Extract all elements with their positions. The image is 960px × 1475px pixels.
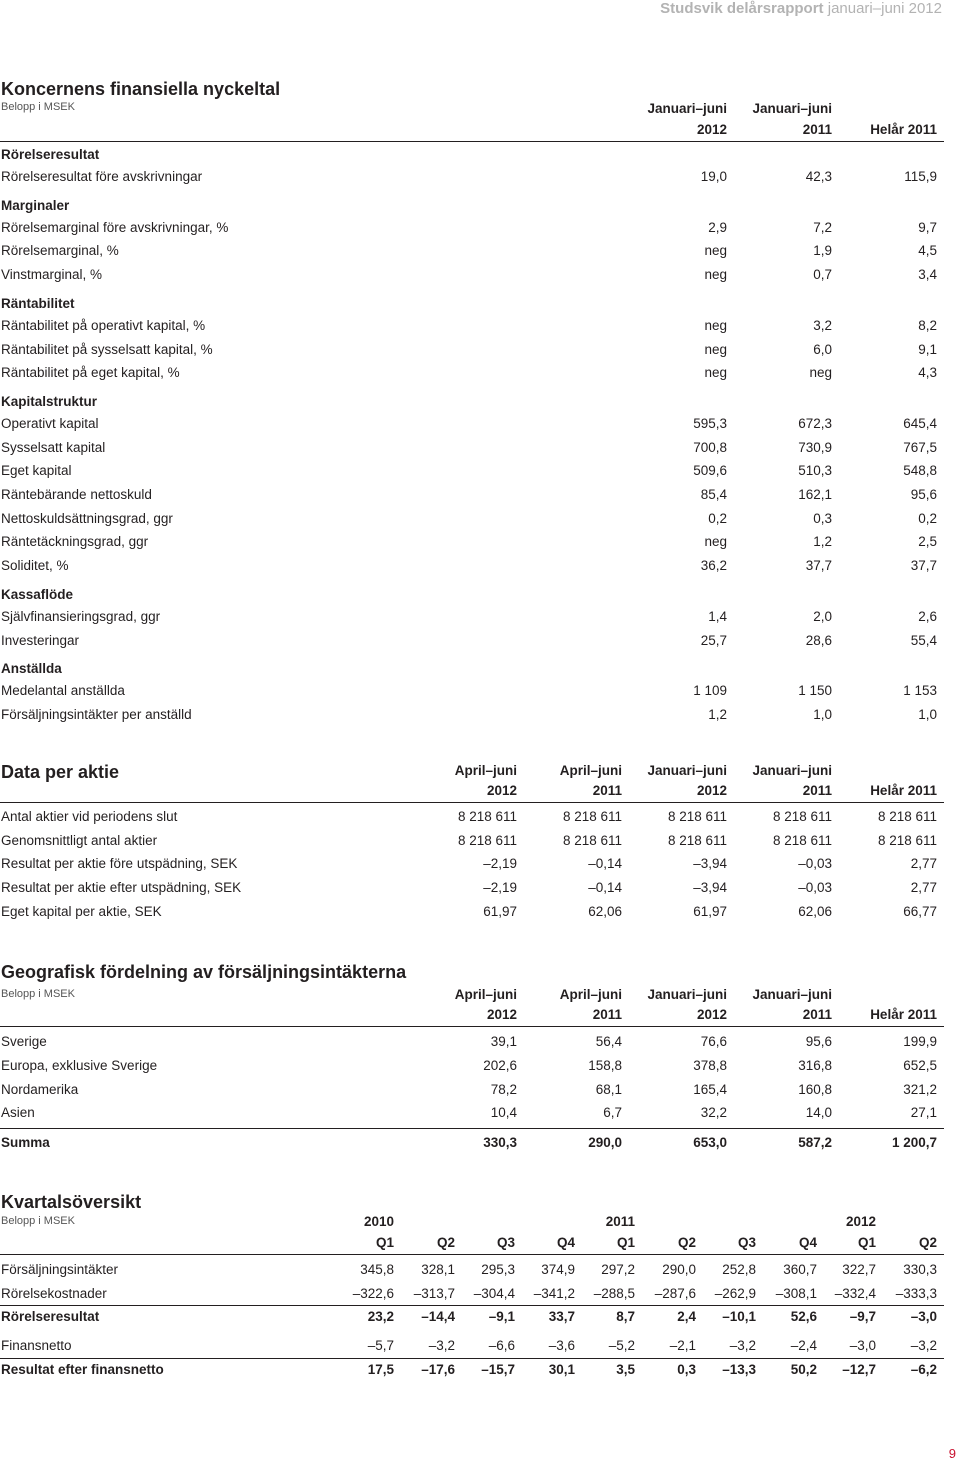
cell-value: 61,97 [483, 903, 517, 919]
cell-value: 2,6 [918, 608, 937, 624]
row-label: Vinstmarginal, % [1, 267, 103, 283]
cell-value: –3,94 [693, 880, 727, 896]
row-label: Rörelseresultat [1, 1309, 100, 1324]
cell-value: –0,14 [588, 856, 622, 872]
column-header: 2011 [592, 783, 622, 798]
cell-value: 1,0 [918, 706, 937, 722]
table-row [0, 1306, 944, 1328]
cell-value: 28,6 [805, 632, 832, 648]
row-label: Eget kapital per aktie, SEK [1, 903, 162, 919]
table-row [0, 555, 944, 577]
cell-value: 1 200,7 [891, 1135, 937, 1150]
cell-value: 158,8 [588, 1057, 622, 1073]
cell-value: –308,1 [775, 1286, 817, 1301]
cell-value: 8 218 611 [772, 832, 832, 848]
cell-value: –3,0 [910, 1309, 937, 1324]
cell-value: –13,3 [722, 1362, 756, 1377]
cell-value: 33,7 [548, 1309, 575, 1324]
quarter-header: Q3 [737, 1235, 756, 1250]
cell-value: 8,7 [616, 1309, 635, 1324]
quarter-header: Q2 [918, 1235, 937, 1250]
table-row [0, 630, 944, 652]
cell-value: –6,6 [488, 1338, 515, 1353]
cell-value: 730,9 [798, 439, 832, 455]
cell-value: 115,9 [904, 169, 937, 184]
cell-value: –9,7 [849, 1309, 876, 1324]
row-label: Genomsnittligt antal aktier [1, 832, 158, 848]
cell-value: 8 218 611 [772, 809, 832, 824]
cell-value: –288,5 [593, 1286, 635, 1301]
cell-value: 7,2 [813, 219, 832, 235]
cell-value: –5,2 [608, 1338, 635, 1353]
column-header: 2012 [696, 783, 727, 798]
column-header: 2012 [486, 1007, 517, 1022]
column-header: Helår 2011 [870, 122, 937, 137]
cell-value: –3,94 [693, 856, 727, 872]
cell-value: –2,1 [669, 1338, 696, 1353]
group-heading: Räntabilitet [1, 295, 75, 311]
column-header: 2011 [802, 783, 832, 798]
table-row [0, 1335, 944, 1357]
cell-value: 587,2 [798, 1135, 832, 1150]
cell-value: –3,0 [849, 1338, 876, 1353]
table-row [0, 413, 944, 435]
row-label: Räntabilitet på sysselsatt kapital, % [1, 341, 213, 357]
cell-value: 85,4 [700, 487, 727, 502]
column-header: April–juni [454, 763, 517, 778]
cell-value: 330,3 [483, 1135, 517, 1150]
row-label: Nettoskuldsättningsgrad, ggr [1, 510, 173, 526]
table-row [0, 460, 944, 482]
row-label: Försäljningsintäkter [1, 1262, 119, 1277]
cell-value: 8 218 611 [667, 809, 727, 824]
cell-value: –341,2 [533, 1286, 575, 1301]
cell-value: 653,0 [693, 1135, 727, 1150]
cell-value: 1 109 [693, 683, 727, 699]
cell-value: 378,8 [693, 1057, 727, 1073]
cell-value: 548,8 [903, 463, 937, 479]
column-header: 2011 [802, 122, 832, 137]
cell-value: 61,97 [693, 903, 727, 919]
table-row [0, 1102, 944, 1124]
total-row [0, 1132, 944, 1154]
table-row [0, 1259, 944, 1281]
cell-value: neg [704, 267, 727, 283]
row-label: Rörelsemarginal, % [1, 243, 119, 259]
cell-value: –3,2 [428, 1338, 455, 1353]
row-label: Resultat efter finansnetto [1, 1362, 164, 1377]
cell-value: 9,1 [918, 341, 937, 357]
column-header: Januari–juni [647, 101, 727, 116]
row-label: Medelantal anställda [1, 683, 125, 699]
divider [0, 1026, 944, 1027]
row-label: Rörelsekostnader [1, 1286, 107, 1301]
cell-value: 8 218 611 [457, 809, 517, 824]
cell-value: 330,3 [903, 1262, 937, 1277]
row-label: Resultat per aktie efter utspädning, SEK [1, 880, 242, 896]
column-header: Januari–juni [752, 101, 832, 116]
cell-value: –262,9 [714, 1286, 756, 1301]
cell-value: 252,8 [722, 1262, 756, 1277]
page-header: Studsvik delårsrapport januari–juni 2012 [660, 0, 942, 17]
quarter-header: Q2 [677, 1235, 696, 1250]
table-row [0, 680, 944, 702]
table-row [0, 1031, 944, 1053]
table-row [0, 362, 944, 384]
cell-value: 2,5 [918, 534, 937, 550]
quarter-header: Q4 [556, 1235, 575, 1250]
cell-value: 9,7 [918, 219, 937, 235]
cell-value: –3,2 [729, 1338, 756, 1353]
row-label: Självfinansieringsgrad, ggr [1, 608, 161, 624]
group-heading: Rörelseresultat [1, 147, 100, 162]
cell-value: 290,0 [588, 1135, 622, 1150]
row-label: Eget kapital [1, 463, 72, 479]
cell-value: 0,2 [918, 510, 937, 526]
cell-value: 297,2 [601, 1262, 635, 1277]
cell-value: 328,1 [421, 1262, 455, 1277]
cell-value: 19,0 [700, 169, 727, 184]
section-title: Koncernens finansiella nyckeltal [1, 79, 281, 99]
cell-value: neg [704, 365, 727, 381]
row-label: Sysselsatt kapital [1, 439, 106, 455]
cell-value: 0,3 [813, 510, 832, 526]
cell-value: 95,6 [805, 1034, 832, 1049]
cell-value: 0,2 [708, 510, 727, 526]
cell-value: 10,4 [490, 1105, 517, 1121]
table-row [0, 1283, 944, 1305]
column-header: 2011 [592, 1007, 622, 1022]
cell-value: 50,2 [790, 1362, 817, 1377]
cell-value: 36,2 [700, 558, 727, 574]
cell-value: 202,6 [483, 1057, 517, 1073]
quarter-header: Q4 [798, 1235, 817, 1250]
column-header: April–juni [559, 763, 622, 778]
section-subtitle: Belopp i MSEK [1, 101, 75, 113]
cell-value: 30,1 [548, 1362, 575, 1377]
group-heading: Marginaler [1, 197, 70, 213]
cell-value: 165,4 [693, 1081, 727, 1097]
table-row [0, 437, 944, 459]
row-label: Soliditet, % [1, 558, 69, 574]
cell-value: neg [704, 341, 727, 357]
cell-value: 322,7 [842, 1262, 876, 1277]
row-label: Rörelseresultat före avskrivningar [1, 169, 203, 184]
cell-value: 76,6 [700, 1034, 727, 1049]
row-label: Försäljningsintäkter per anställd [1, 706, 192, 722]
divider [0, 1254, 944, 1255]
cell-value: 2,9 [708, 219, 727, 235]
cell-value: 1,2 [813, 534, 832, 550]
cell-value: 160,8 [798, 1081, 832, 1097]
cell-value: 95,6 [910, 487, 937, 502]
cell-value: 374,9 [541, 1262, 575, 1277]
cell-value: 290,0 [662, 1262, 696, 1277]
table-row [0, 339, 944, 361]
cell-value: 4,3 [918, 365, 937, 381]
cell-value: 66,77 [903, 903, 937, 919]
cell-value: 199,9 [903, 1034, 937, 1049]
cell-value: –3,6 [548, 1338, 575, 1353]
cell-value: 345,8 [360, 1262, 394, 1277]
row-label: Operativt kapital [1, 415, 99, 431]
divider [0, 1128, 944, 1129]
cell-value: neg [704, 534, 727, 550]
cell-value: 316,8 [798, 1057, 832, 1073]
cell-value: 8 218 611 [562, 809, 622, 824]
cell-value: 6,7 [603, 1105, 622, 1121]
row-label: Antal aktier vid periodens slut [1, 809, 178, 824]
cell-value: –333,3 [895, 1286, 937, 1301]
cell-value: 2,4 [677, 1309, 696, 1324]
cell-value: 0,7 [813, 267, 832, 283]
column-header: Helår 2011 [870, 783, 937, 798]
cell-value: 6,0 [813, 341, 832, 357]
group-heading: Kassaflöde [1, 586, 74, 602]
year-header: 2011 [605, 1214, 635, 1229]
cell-value: 295,3 [481, 1262, 515, 1277]
table-row [0, 606, 944, 628]
cell-value: 2,77 [910, 880, 937, 896]
cell-value: –0,03 [798, 856, 832, 872]
column-header: April–juni [454, 987, 517, 1002]
row-label: Räntabilitet på eget kapital, % [1, 365, 180, 381]
row-label: Finansnetto [1, 1338, 72, 1353]
cell-value: 645,4 [903, 415, 937, 431]
cell-value: 32,2 [700, 1105, 727, 1121]
cell-value: 1 150 [798, 683, 832, 699]
quarter-header: Q3 [496, 1235, 515, 1250]
cell-value: 25,7 [700, 632, 727, 648]
column-header: April–juni [559, 987, 622, 1002]
table-row [0, 877, 944, 899]
table-row [0, 240, 944, 262]
cell-value: –0,03 [798, 880, 832, 896]
cell-value: –287,6 [654, 1286, 696, 1301]
column-header: Helår 2011 [870, 1007, 937, 1022]
cell-value: –14,4 [421, 1309, 455, 1324]
table-row [0, 704, 944, 726]
cell-value: 672,3 [798, 415, 832, 431]
row-label: Nordamerika [1, 1081, 79, 1097]
column-header: Januari–juni [752, 763, 832, 778]
cell-value: 68,1 [595, 1081, 622, 1097]
column-header: Januari–juni [647, 987, 727, 1002]
cell-value: 2,77 [910, 856, 937, 872]
year-header: 2012 [845, 1214, 876, 1229]
cell-value: 3,5 [616, 1362, 635, 1377]
cell-value: 8,2 [918, 317, 937, 333]
row-label: Sverige [1, 1034, 47, 1049]
table-row [0, 508, 944, 530]
table-row [0, 531, 944, 553]
cell-value: 162,1 [798, 487, 832, 502]
cell-value: –10,1 [722, 1309, 756, 1324]
row-label: Europa, exklusive Sverige [1, 1057, 158, 1073]
cell-value: –322,6 [352, 1286, 394, 1301]
table-row [0, 1079, 944, 1101]
table-row [0, 806, 944, 828]
table-row [0, 853, 944, 875]
cell-value: 652,5 [903, 1057, 937, 1073]
row-label: Asien [1, 1105, 35, 1121]
cell-value: 1,4 [708, 608, 727, 624]
cell-value: 55,4 [910, 632, 937, 648]
cell-value: –304,4 [473, 1286, 515, 1301]
cell-value: 27,1 [910, 1105, 937, 1121]
table-row [0, 830, 944, 852]
cell-value: –9,1 [488, 1309, 515, 1324]
table-row [0, 166, 944, 188]
cell-value: 509,6 [693, 463, 727, 479]
cell-value: –313,7 [413, 1286, 455, 1301]
cell-value: –15,7 [481, 1362, 515, 1377]
cell-value: –2,19 [483, 856, 517, 872]
table-row [0, 484, 944, 506]
cell-value: 8 218 611 [877, 809, 937, 824]
cell-value: neg [809, 365, 832, 381]
cell-value: 37,7 [910, 558, 937, 574]
cell-value: 360,7 [783, 1262, 817, 1277]
cell-value: 700,8 [693, 439, 727, 455]
cell-value: 1 153 [903, 683, 937, 699]
cell-value: 52,6 [790, 1309, 817, 1324]
cell-value: 1,9 [813, 243, 832, 259]
year-header: 2010 [363, 1214, 394, 1229]
cell-value: –17,6 [421, 1362, 455, 1377]
cell-value: 62,06 [588, 903, 622, 919]
cell-value: 0,3 [677, 1362, 696, 1377]
cell-value: 2,0 [813, 608, 832, 624]
column-header: 2011 [802, 1007, 832, 1022]
section-title: Geografisk fördelning av försäljningsintäkterna [1, 962, 407, 982]
row-label: Summa [1, 1135, 50, 1150]
column-header: 2012 [696, 122, 727, 137]
cell-value: 1,0 [813, 706, 832, 722]
cell-value: neg [704, 317, 727, 333]
cell-value: 39,1 [490, 1034, 517, 1049]
section-title: Kvartalsöversikt [1, 1192, 142, 1212]
cell-value: 1,2 [708, 706, 727, 722]
row-label: Räntetäckningsgrad, ggr [1, 534, 149, 550]
cell-value: –0,14 [588, 880, 622, 896]
cell-value: –12,7 [842, 1362, 876, 1377]
column-header: Januari–juni [752, 987, 832, 1002]
section-subtitle: Belopp i MSEK [1, 1215, 75, 1227]
divider [0, 802, 944, 803]
cell-value: –6,2 [910, 1362, 937, 1377]
cell-value: –2,4 [790, 1338, 817, 1353]
table-row [0, 315, 944, 337]
quarter-header: Q2 [436, 1235, 455, 1250]
cell-value: –3,2 [910, 1338, 937, 1353]
cell-value: 8 218 611 [667, 832, 727, 848]
page-number: 9 [948, 1446, 956, 1461]
group-heading: Kapitalstruktur [1, 393, 98, 409]
cell-value: 17,5 [367, 1362, 394, 1377]
cell-value: 8 218 611 [877, 832, 937, 848]
cell-value: 510,3 [798, 463, 832, 479]
cell-value: 321,2 [903, 1081, 937, 1097]
cell-value: 767,5 [903, 439, 937, 455]
column-header: Januari–juni [647, 763, 727, 778]
cell-value: 23,2 [367, 1309, 394, 1324]
cell-value: 78,2 [490, 1081, 517, 1097]
column-header: 2012 [696, 1007, 727, 1022]
section-title: Data per aktie [1, 762, 120, 782]
quarter-header: Q1 [857, 1235, 876, 1250]
cell-value: 3,2 [813, 317, 832, 333]
section-subtitle: Belopp i MSEK [1, 988, 75, 1000]
row-label: Rörelsemarginal före avskrivningar, % [1, 219, 229, 235]
cell-value: 37,7 [805, 558, 832, 574]
group-heading: Anställda [1, 661, 62, 677]
table-row [0, 264, 944, 286]
cell-value: 42,3 [805, 169, 832, 184]
row-label: Räntabilitet på operativt kapital, % [1, 317, 206, 333]
table-row [0, 901, 944, 923]
table-row [0, 1359, 944, 1381]
cell-value: 8 218 611 [457, 832, 517, 848]
cell-value: 56,4 [595, 1034, 622, 1049]
cell-value: neg [704, 243, 727, 259]
divider [0, 141, 944, 142]
row-label: Räntebärande nettoskuld [1, 487, 152, 502]
row-label: Investeringar [1, 632, 80, 648]
table-row [0, 217, 944, 239]
cell-value: –5,7 [367, 1338, 394, 1353]
column-header: 2012 [486, 783, 517, 798]
cell-value: –332,4 [834, 1286, 876, 1301]
cell-value: 4,5 [918, 243, 937, 259]
row-label: Resultat per aktie före utspädning, SEK [1, 856, 238, 872]
cell-value: 8 218 611 [562, 832, 622, 848]
cell-value: 14,0 [805, 1105, 832, 1121]
table-row [0, 1055, 944, 1077]
quarter-header: Q1 [616, 1235, 635, 1250]
quarter-header: Q1 [375, 1235, 394, 1250]
cell-value: 62,06 [798, 903, 832, 919]
cell-value: 595,3 [693, 415, 727, 431]
cell-value: 3,4 [918, 267, 937, 283]
cell-value: –2,19 [483, 880, 517, 896]
